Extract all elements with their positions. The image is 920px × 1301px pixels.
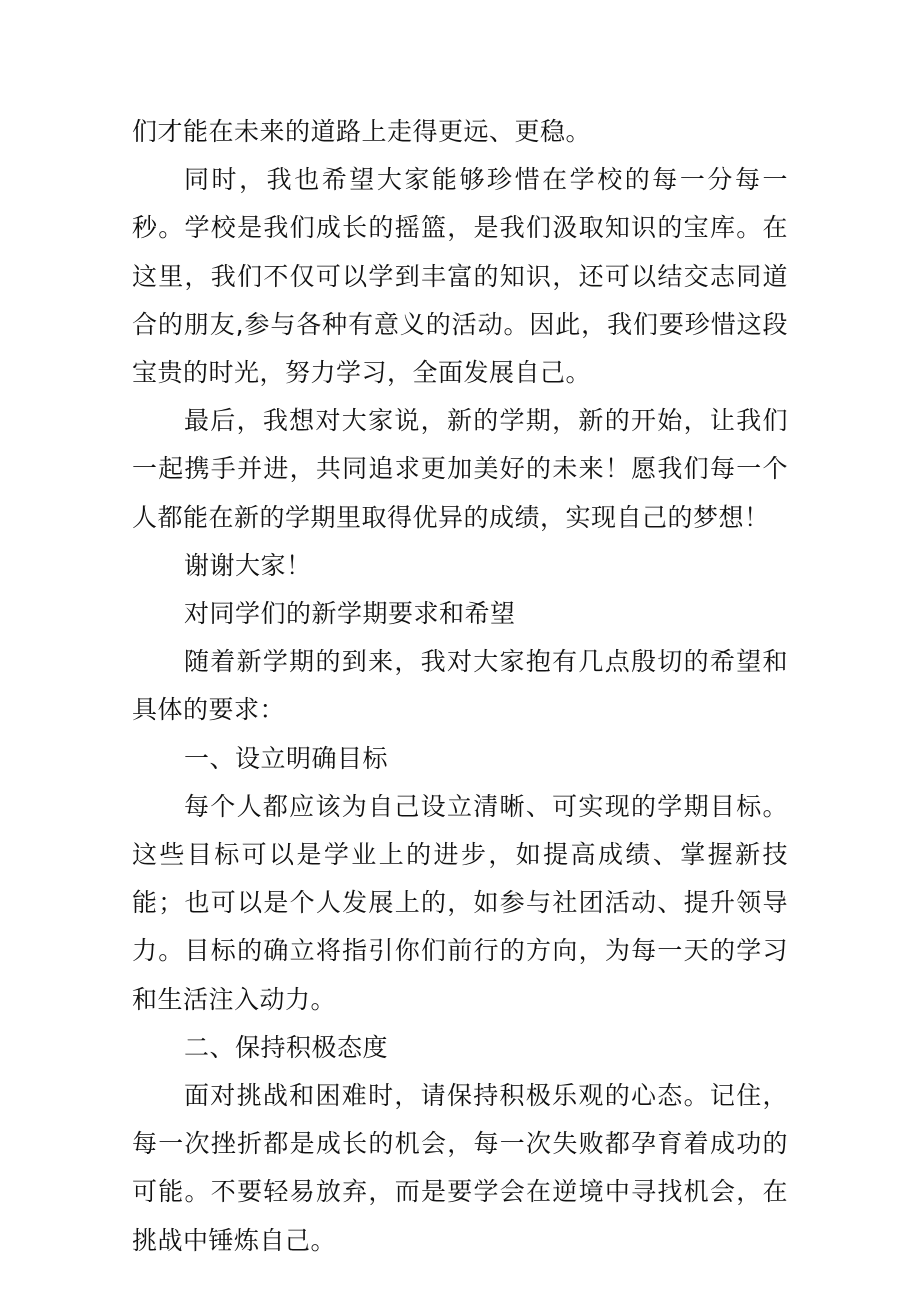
paragraph-closing-wishes: 最后，我想对大家说，新的学期，新的开始，让我们一起携手并进，共同追求更加美好的未来！愿我们每一个人都能在新的学期里取得优异的成绩，实现自己的梦想！ bbox=[132, 406, 788, 532]
paragraph-goals: 每个人都应该为自己设立清晰、可实现的学期目标。这些目标可以是学业上的进步，如提高成绩、掌握新技能；也可以是个人发展上的，如参与社团活动、提升领导力。目标的确立将指引你们前行的方向，为每一天的学习和生活注入动力。 bbox=[132, 791, 788, 1014]
section-title: 对同学们的新学期要求和希望 bbox=[184, 599, 516, 629]
paragraph-thanks: 谢谢大家！ bbox=[184, 550, 312, 580]
paragraph-intro-requirements: 随着新学期的到来，我对大家抱有几点殷切的希望和具体的要求： bbox=[132, 647, 788, 725]
heading-positive-attitude: 二、保持积极态度 bbox=[184, 1032, 389, 1062]
paragraph-attitude: 面对挑战和困难时，请保持积极乐观的心态。记住，每一次挫折都是成长的机会，每一次失败都孕育着成功的可能。不要轻易放弃，而是要学会在逆境中寻找机会，在挑战中锤炼自己。 bbox=[132, 1081, 788, 1255]
paragraph-continuation: 们才能在未来的道路上走得更远、更稳。 bbox=[132, 117, 592, 146]
paragraph-cherish-school-time: 同时，我也希望大家能够珍惜在学校的每一分每一秒。学校是我们成长的摇篮，是我们汲取知识的宝库。在这里，我们不仅可以学到丰富的知识，还可以结交志同道合的朋友,参与各种有意义的活动。因此，我们要珍惜这段宝贵的时光，努力学习，全面发展自己。 bbox=[132, 165, 788, 388]
heading-set-clear-goals: 一、设立明确目标 bbox=[184, 743, 389, 773]
document-body bbox=[132, 108, 788, 1265]
